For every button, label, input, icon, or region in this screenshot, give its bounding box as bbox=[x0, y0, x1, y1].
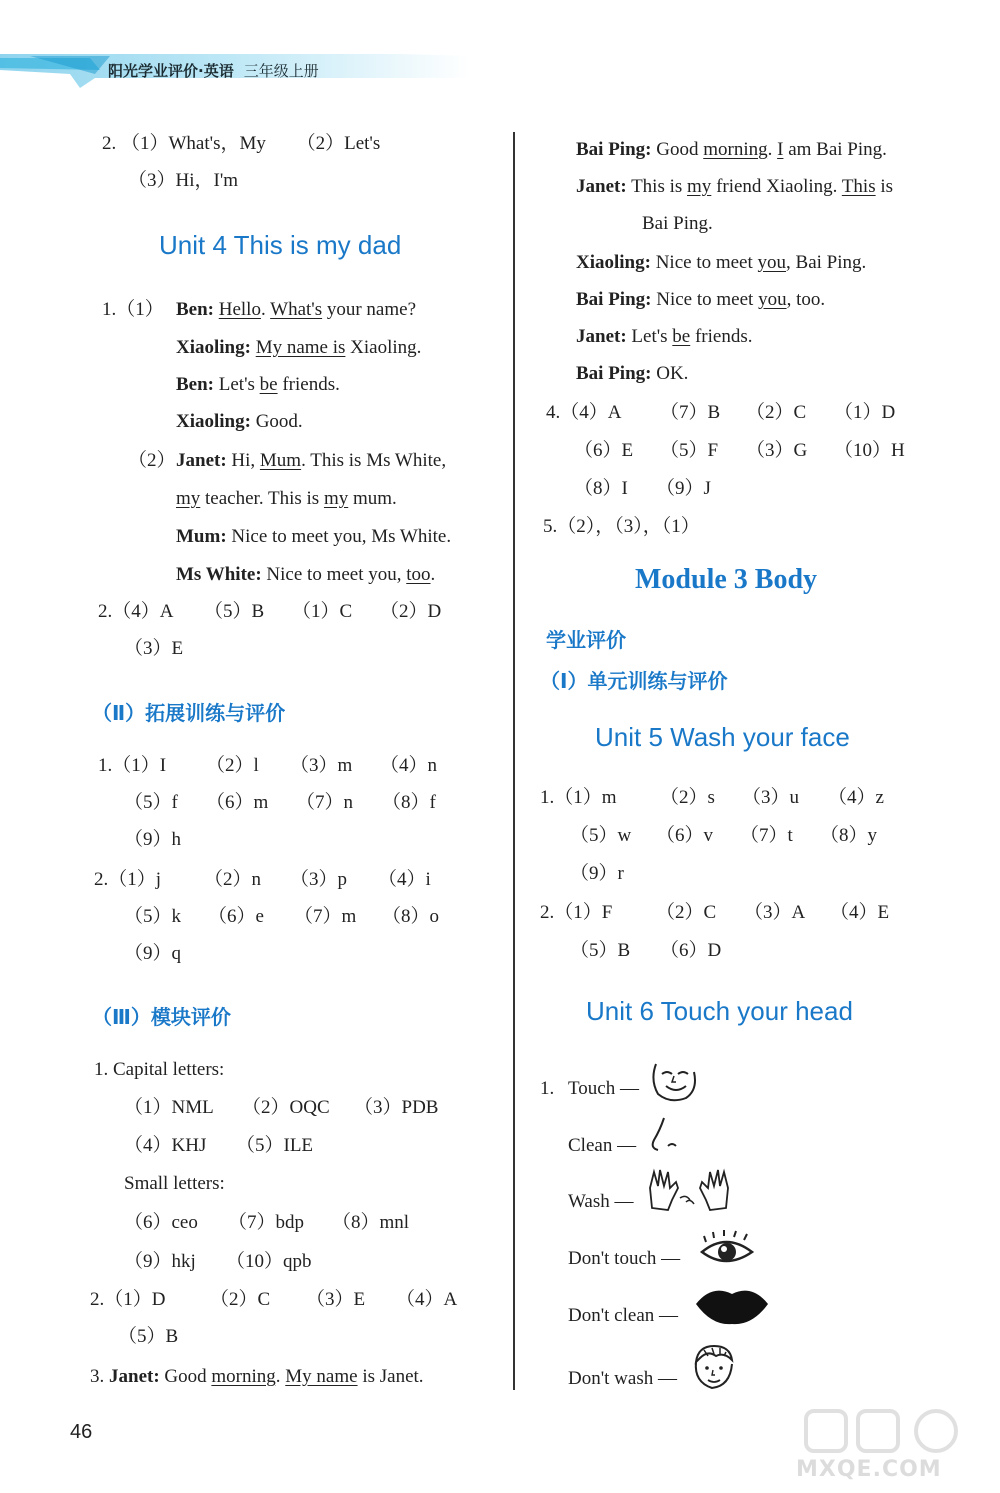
match-label: Don't wash — bbox=[568, 1368, 677, 1389]
hands-icon bbox=[646, 1168, 732, 1214]
page-number: 46 bbox=[70, 1421, 93, 1443]
dialog-line: Xiaoling: Nice to meet you, Bai Ping. bbox=[576, 252, 867, 273]
answer-line: （5）B bbox=[118, 1326, 179, 1347]
mouth-icon bbox=[694, 1284, 770, 1326]
answer-line: （1）NML （2）OQC （3）PDB bbox=[124, 1097, 439, 1118]
match-label: Touch — bbox=[568, 1078, 639, 1099]
answer-line: （3）E bbox=[124, 638, 184, 659]
answer-line: 2. （1）What's，My （2）Let's bbox=[102, 133, 381, 154]
dialog-line: 3. Janet: Good morning. My name is Janet. bbox=[90, 1366, 424, 1387]
answer-line: 1. Capital letters: bbox=[94, 1059, 225, 1080]
dialog-line: Bai Ping. bbox=[642, 213, 713, 234]
answer-line: 4.（4）A （7）B （2）C （1）D bbox=[546, 402, 896, 423]
answer-line: 2.（4）A （5）B （1）C （2）D bbox=[98, 601, 442, 622]
dialog-line: Janet: Let's be friends. bbox=[576, 326, 753, 347]
unit-6-title: Unit 6 Touch your head bbox=[586, 996, 853, 1026]
answer-line: （9）q bbox=[124, 943, 182, 964]
answer-line: 1.（1）I （2）l （3）m （4）n bbox=[98, 755, 438, 776]
answer-line: （6）E （5）F （3）G （10）H bbox=[574, 440, 905, 461]
question-number: 1. bbox=[540, 1078, 555, 1099]
answer-line: （9）r bbox=[570, 863, 624, 884]
answer-line: （3）Hi，I'm bbox=[128, 170, 239, 191]
unit-5-title: Unit 5 Wash your face bbox=[595, 722, 850, 752]
answer-line: （9）h bbox=[124, 829, 182, 850]
module-3-title: Module 3 Body bbox=[635, 564, 818, 595]
answer-line: 2.（1）F （2）C （3）A （4）E bbox=[540, 902, 890, 923]
watermark-text: MXQE.COM bbox=[796, 1457, 942, 1482]
answer-line: 2.（1）j （2）n （3）p （4）i bbox=[94, 869, 431, 890]
answer-line: （6）ceo （7）bdp （8）mnl bbox=[124, 1212, 410, 1233]
match-label: Clean — bbox=[568, 1135, 637, 1156]
dialog-line: Ben: Hello. What's your name? bbox=[176, 299, 417, 320]
answer-line: （8）I （9）J bbox=[574, 478, 711, 499]
dialog-line: Xiaoling: Good. bbox=[176, 411, 303, 432]
match-label: Wash — bbox=[568, 1191, 634, 1212]
dialog-line: Xiaoling: My name is Xiaoling. bbox=[176, 337, 422, 358]
header-banner bbox=[0, 44, 470, 88]
match-label: Don't touch — bbox=[568, 1248, 681, 1269]
dialog-line: Ben: Let's be friends. bbox=[176, 374, 340, 395]
match-label: Don't clean — bbox=[568, 1305, 679, 1326]
book-title: 阳光学业评价·英语 bbox=[108, 62, 234, 80]
answer-line: Small letters: bbox=[124, 1173, 225, 1194]
question-number: 1.（1） bbox=[102, 299, 164, 320]
answer-line: （4）KHJ （5）ILE bbox=[124, 1135, 314, 1156]
answer-line: （5）f （6）m （7）n （8）f bbox=[124, 792, 436, 813]
dialog-line: Bai Ping: OK. bbox=[576, 363, 689, 384]
eye-icon bbox=[698, 1230, 756, 1270]
section-heading: （Ⅰ）单元训练与评价 bbox=[540, 669, 728, 693]
section-heading: （Ⅲ）模块评价 bbox=[92, 1005, 231, 1029]
unit-4-title: Unit 4 This is my dad bbox=[159, 230, 402, 260]
grade-label: 三年级上册 bbox=[243, 62, 319, 80]
answer-line: （5）B （6）D bbox=[570, 940, 722, 961]
answer-line: 5.（2），（3），（1） bbox=[543, 516, 700, 537]
dialog-line: Mum: Nice to meet you, Ms White. bbox=[176, 526, 452, 547]
dialog-line: Janet: Hi, Mum. This is Ms White, bbox=[176, 450, 447, 471]
section-heading: （Ⅱ）拓展训练与评价 bbox=[92, 701, 286, 725]
banner-title bbox=[108, 60, 319, 81]
watermark bbox=[786, 1407, 986, 1487]
dialog-line: my teacher. This is my mum. bbox=[176, 488, 397, 509]
dialog-line: Ms White: Nice to meet you, too. bbox=[176, 564, 436, 585]
dialog-line: Janet: This is my friend Xiaoling. This is bbox=[576, 176, 894, 197]
column-divider bbox=[513, 132, 515, 1390]
answer-line: （9）hkj （10）qpb bbox=[124, 1251, 312, 1272]
dialog-line: Bai Ping: Good morning. I am Bai Ping. bbox=[576, 139, 887, 160]
face-icon bbox=[648, 1058, 700, 1104]
answer-line: 1.（1）m （2）s （3）u （4）z bbox=[540, 787, 884, 808]
dialog-line: Bai Ping: Nice to meet you, too. bbox=[576, 289, 826, 310]
answer-line: （5）w （6）v （7）t （8）y bbox=[570, 825, 878, 846]
boy-face-icon bbox=[690, 1342, 738, 1392]
section-heading: 学业评价 bbox=[546, 628, 626, 652]
question-number: （2） bbox=[128, 450, 176, 471]
answer-line: （5）k （6）e （7）m （8）o bbox=[124, 906, 440, 927]
nose-icon bbox=[648, 1116, 682, 1156]
answer-line: 2.（1）D （2）C （3）E （4）A bbox=[90, 1289, 458, 1310]
